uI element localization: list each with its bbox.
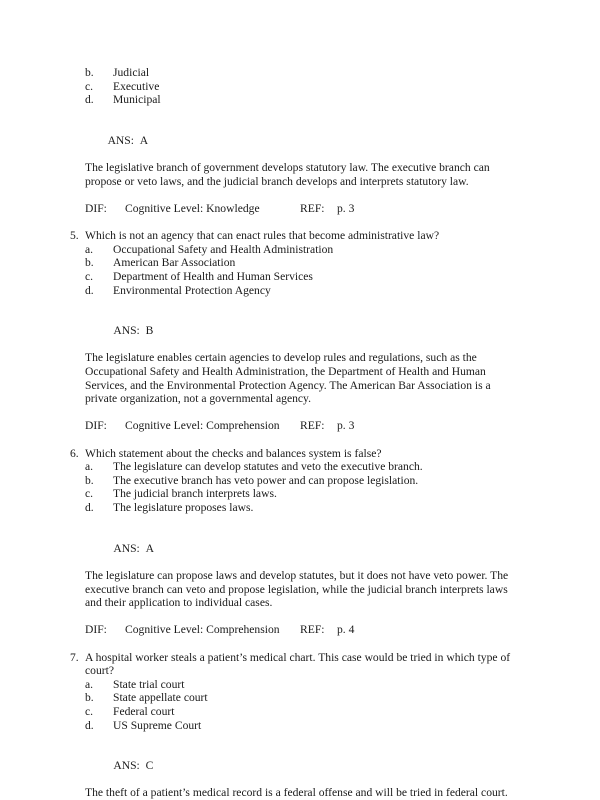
answer-label: ANS:: [113, 324, 140, 338]
option-list: [70, 243, 514, 297]
answer-label: ANS:: [107, 133, 134, 147]
answer-line: [85, 528, 514, 569]
dif-label: DIF:: [85, 623, 107, 637]
option-text: American Bar Association: [113, 256, 236, 270]
option-letter: d.: [85, 501, 94, 514]
answer-block: [85, 746, 514, 800]
list-item: [85, 256, 514, 270]
answer-rationale: The legislative branch of government develops statutory law. The executive branch can propose or veto laws, and the judicial branch develops and interprets statutory law.: [85, 161, 490, 188]
question-text: A hospital worker steals a patient’s medical chart. This case would be tried in which type of court?: [85, 650, 511, 678]
question-stem: [70, 447, 514, 461]
answer-label: ANS:: [113, 541, 140, 555]
option-letter: a.: [85, 677, 94, 691]
option-text: State appellate court: [113, 691, 208, 705]
answer-line: [85, 311, 514, 352]
list-item: [85, 705, 514, 719]
carryover-answer-block: [85, 120, 514, 188]
option-text: The legislature proposes laws.: [113, 501, 254, 514]
option-letter: d.: [85, 93, 94, 107]
option-text: Environmental Protection Agency: [113, 283, 271, 297]
ref-label: REF:: [300, 419, 325, 433]
option-text: Occupational Safety and Health Administration: [113, 242, 334, 256]
option-text: Department of Health and Human Services: [113, 269, 313, 283]
list-item: [85, 270, 514, 284]
list-item: [85, 691, 514, 705]
option-letter: b.: [85, 66, 94, 79]
option-text: The executive branch has veto power and can propose legislation.: [113, 473, 419, 487]
option-text: Municipal: [113, 93, 161, 107]
question-number: 6.: [70, 446, 79, 460]
answer-value: A: [139, 133, 149, 147]
option-text: Judicial: [113, 66, 150, 79]
option-text: US Supreme Court: [113, 718, 202, 732]
option-text: The judicial branch interprets laws.: [113, 487, 277, 501]
question-stem: [70, 229, 514, 243]
list-item: [85, 93, 514, 107]
option-text: Federal court: [113, 704, 175, 718]
question-number: 5.: [70, 229, 79, 243]
option-letter: a.: [85, 460, 94, 474]
dif-value: Cognitive Level: Knowledge: [125, 201, 260, 215]
answer-rationale: The legislature enables certain agencies to develop rules and regulations, such as the Occupational Safety and Health Administration, the Department of Health and Human Services, and the Environmental Protection Agency. The American Bar Association is a private organization, not a governmental agency.: [85, 351, 491, 406]
list-item: [85, 501, 514, 515]
option-text: Executive: [113, 79, 160, 93]
list-item: [85, 474, 514, 488]
ref-value: p. 4: [337, 623, 355, 637]
answer-block: [85, 528, 514, 610]
answer-line: [85, 120, 514, 161]
option-letter: b.: [85, 473, 94, 487]
list-item: [85, 487, 514, 501]
option-letter: c.: [85, 487, 94, 501]
option-letter: c.: [85, 269, 94, 283]
list-item: [85, 66, 514, 80]
answer-label: ANS:: [113, 759, 140, 773]
dif-label: DIF:: [85, 201, 107, 215]
list-item: [85, 678, 514, 692]
option-letter: c.: [85, 704, 94, 718]
question-text: Which is not an agency that can enact rules that become administrative law?: [85, 229, 440, 243]
question-stem: [70, 651, 514, 678]
answer-rationale: The legislature can propose laws and develop statutes, but it does not have veto power. The executive branch can veto and propose legislation, while the judicial branch interprets laws and their application to individual cases.: [85, 568, 509, 610]
ref-value: p. 3: [337, 419, 355, 433]
option-text: State trial court: [113, 677, 185, 691]
list-item: [85, 284, 514, 298]
option-letter: a.: [85, 242, 94, 256]
list-item: [85, 719, 514, 733]
option-text: The legislature can develop statutes and veto the executive branch.: [113, 460, 423, 474]
option-letter: d.: [85, 718, 94, 732]
option-letter: b.: [85, 256, 94, 270]
question-item: [70, 447, 514, 637]
option-list: [70, 678, 514, 732]
question-item: [70, 651, 514, 800]
answer-value: A: [145, 541, 154, 555]
ref-label: REF:: [300, 623, 325, 637]
ref-value: p. 3: [337, 201, 355, 215]
answer-value: C: [145, 759, 154, 773]
question-item: [70, 229, 514, 433]
option-list: [70, 460, 514, 514]
question-text: Which statement about the checks and balances system is false?: [85, 446, 382, 460]
page-content: [70, 66, 514, 800]
dif-value: Cognitive Level: Comprehension: [125, 623, 280, 637]
dif-label: DIF:: [85, 419, 107, 433]
meta-line: [85, 623, 514, 637]
answer-line: [85, 746, 514, 787]
ref-label: REF:: [300, 201, 325, 215]
answer-rationale: The theft of a patient’s medical record is a federal offense and will be tried in federal court.: [85, 786, 508, 800]
option-letter: d.: [85, 283, 94, 297]
dif-value: Cognitive Level: Comprehension: [125, 419, 280, 433]
list-item: [85, 460, 514, 474]
option-letter: c.: [85, 79, 94, 93]
carryover-option-list: [70, 66, 514, 107]
list-item: [85, 243, 514, 257]
list-item: [85, 80, 514, 94]
answer-value: B: [145, 324, 154, 338]
meta-line: [85, 419, 514, 433]
answer-block: [85, 311, 514, 406]
option-letter: b.: [85, 691, 94, 705]
carryover-meta-line: [85, 202, 514, 216]
question-number: 7.: [70, 650, 79, 664]
